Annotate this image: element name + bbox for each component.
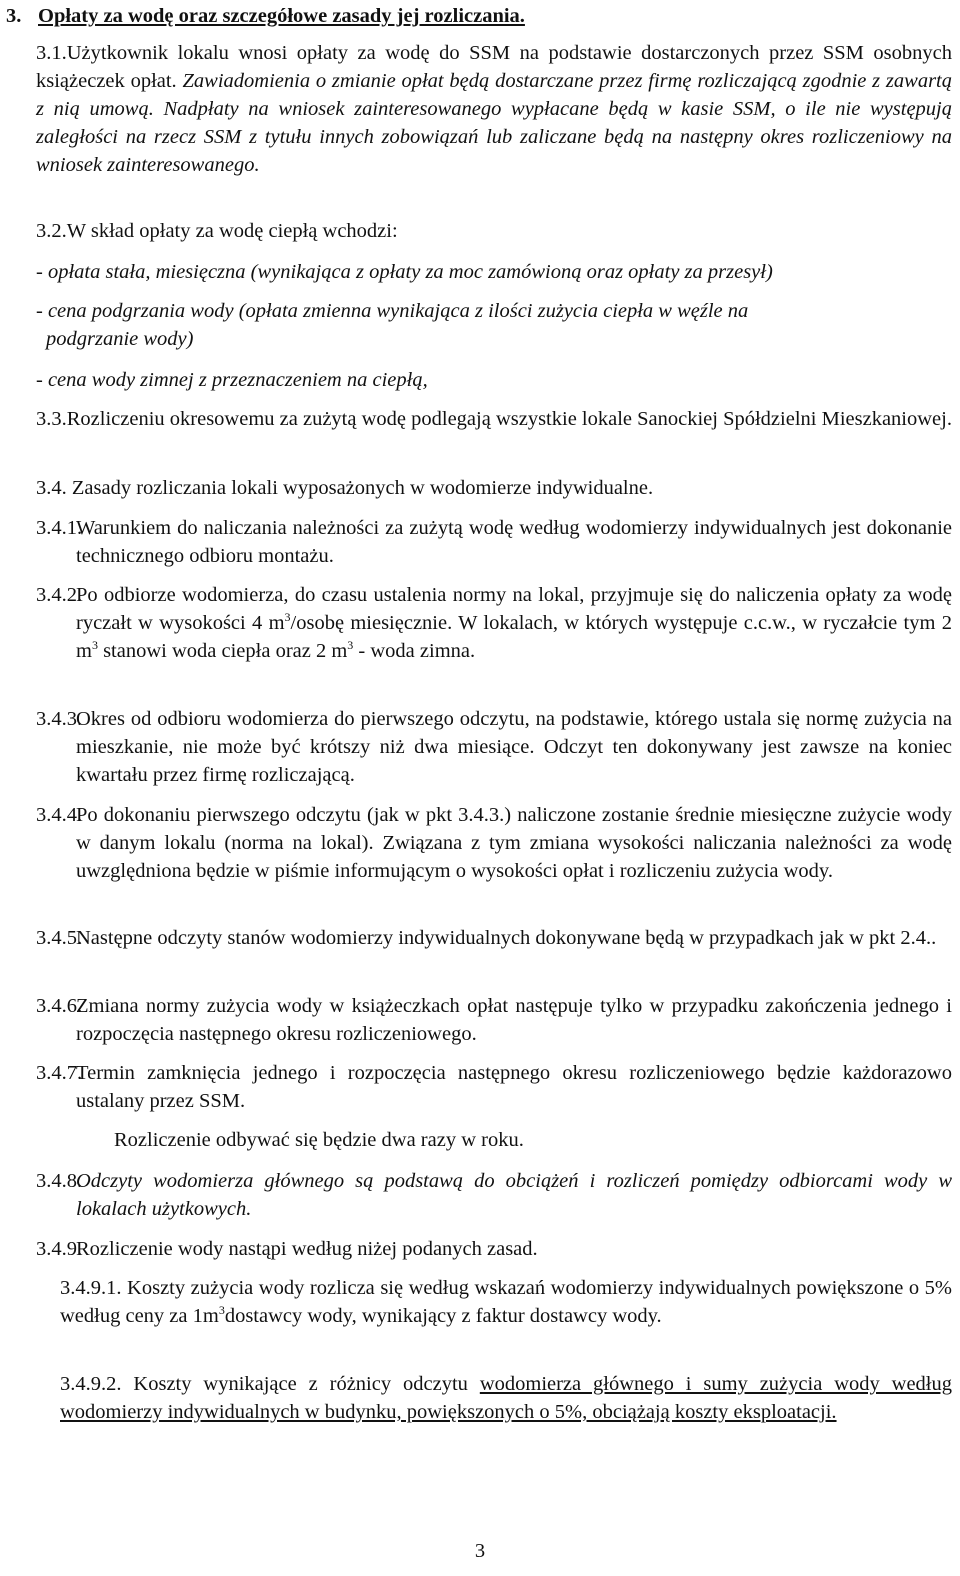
text-part: dostawcy wody, wynikający z faktur dostawcy wody. (224, 1305, 662, 1327)
heading-number: 3. (6, 5, 22, 27)
text-part: Koszty zużycia wody rozlicza się według wskazań wodomierzy indywidualnych powiększone o 5% według ceny za 1m (60, 1277, 952, 1327)
text-part: /osobę miesięcznie. W lokalach, w których występuje c.c.w., w ryczałcie tym 2 m (76, 612, 952, 662)
page-number: 3 (474, 1540, 486, 1562)
paragraph-number: 3.4.9.2. (60, 1373, 122, 1395)
text-part: Koszty wynikające z różnicy odczytu (133, 1373, 480, 1395)
paragraph-number: 3.4.7. (36, 1062, 83, 1084)
section-heading (6, 2, 525, 30)
paragraph-text: Użytkownik lokalu wnosi opłaty za wodę do SSM na podstawie dostarczonych przez SSM osobnych książeczek opłat. (36, 42, 952, 92)
paragraph-3-4-7 (36, 1059, 952, 1115)
paragraph-3-4-3 (36, 705, 952, 789)
paragraph-3-4-6 (36, 992, 952, 1048)
text-part: stanowi woda ciepła oraz 2 m (97, 640, 348, 662)
paragraph-text: Odczyty wodomierza głównego są podstawą do obciążeń i rozliczeń pomiędzy odbiorcami wody w lokalach użytkowych. (76, 1170, 952, 1220)
paragraph-number: 3.4.1. (36, 517, 83, 539)
bullet-item: - opłata stała, miesięczna (wynikająca z opłaty za moc zamówioną oraz opłaty za przesył) (36, 261, 773, 283)
paragraph-text: Okres od odbioru wodomierza do pierwszego odczytu, na podstawie, którego ustala się normę zużycia na mieszkanie, nie może być krótszy niż dwa miesiące. Odczyt ten dokonywany jest zawsze na koniec kwartału przez firmę rozliczającą. (76, 708, 952, 786)
paragraph-number: 3.2. (36, 220, 67, 242)
text-part: - woda zimna. (353, 640, 476, 662)
paragraph-3-4-2 (36, 581, 952, 665)
paragraph-3-4-9 (36, 1235, 952, 1263)
paragraph-3-4-9-2 (60, 1370, 952, 1426)
paragraph-3-4-8 (36, 1167, 952, 1223)
superscript: 3 (284, 610, 291, 625)
bullet-item-continuation: podgrzanie wody) (46, 328, 194, 350)
paragraph-number: 3.4.8. (36, 1170, 83, 1192)
paragraph-3-4-4 (36, 801, 952, 885)
paragraph-text: Rozliczenie wody nastąpi według niżej podanych zasad. (76, 1238, 538, 1260)
paragraph-text: Termin zamknięcia jednego i rozpoczęcia następnego okresu rozliczeniowego będzie każdorazowo ustalany przez SSM. (76, 1062, 952, 1112)
paragraph-text: Zmiana normy zużycia wody w książeczkach opłat następuje tylko w przypadku zakończenia jednego i rozpoczęcia następnego okresu rozliczeniowego. (76, 995, 952, 1045)
paragraph-3-1 (36, 39, 952, 179)
heading-title: Opłaty za wodę oraz szczegółowe zasady jej rozliczania. (38, 5, 525, 27)
paragraph-number: 3.3. (36, 408, 67, 430)
text-part: Po odbiorze wodomierza, do czasu ustalenia normy na lokal, przyjmuje się do naliczenia opłaty za wodę ryczałt w wysokości 4 m (76, 584, 952, 634)
superscript: 3 (347, 638, 354, 653)
paragraph-number: 3.4.5. (36, 927, 83, 949)
bullet-item: - cena podgrzania wody (opłata zmienna wynikająca z ilości zużycia ciepła w węźle na (36, 300, 749, 322)
paragraph-text: Zasady rozliczania lokali wyposażonych w wodomierze indywidualne. (71, 477, 654, 499)
paragraph-text: W skład opłaty za wodę ciepłą wchodzi: (66, 220, 398, 242)
paragraph-3-3 (36, 405, 952, 433)
superscript: 3 (91, 638, 98, 653)
paragraph-number: 3.4.4. (36, 804, 83, 826)
paragraph-number: 3.4.9. (36, 1238, 83, 1260)
paragraph-text: Po dokonaniu pierwszego odczytu (jak w pkt 3.4.3.) naliczone zostanie średnie miesięczne zużycie wody w danym lokalu (norma na lokal). Związana z tym zmiana wysokości naliczania należności za wodę uwzględniona będzie w piśmie informującym o wysokości opłat i rozliczeniu zużycia wody. (76, 804, 952, 882)
superscript: 3 (218, 1303, 225, 1318)
paragraph-number: 3.4.6. (36, 995, 83, 1017)
paragraph-number: 3.4.9.1. (60, 1277, 122, 1299)
paragraph-number: 3.1. (36, 42, 67, 64)
paragraph-3-4-1 (36, 514, 952, 570)
paragraph-note: Rozliczenie odbywać się będzie dwa razy w roku. (114, 1129, 524, 1151)
paragraph-3-4-9-1 (60, 1274, 952, 1330)
paragraph-3-4 (36, 474, 952, 502)
paragraph-number: 3.4.3. (36, 708, 83, 730)
paragraph-text: Rozliczeniu okresowemu za zużytą wodę podlegają wszystkie lokale Sanockiej Spółdzielni Mieszkaniowej. (66, 408, 952, 430)
paragraph-text: Następne odczyty stanów wodomierzy indywidualnych dokonywane będą w przypadkach jak w pkt 2.4.. (76, 927, 937, 949)
paragraph-text: Warunkiem do naliczania należności za zużytą wodę według wodomierzy indywidualnych jest dokonanie technicznego odbioru montażu. (76, 517, 952, 567)
paragraph-3-2 (36, 217, 952, 245)
bullet-item: - cena wody zimnej z przeznaczeniem na ciepłą, (36, 369, 428, 391)
underlined-text: wodomierza głównego i sumy zużycia wody według wodomierzy indywidualnych w budynku, powiększonych o 5%, obciążają koszty eksploatacji. (60, 1373, 953, 1423)
paragraph-text-italic: Zawiadomienia o zmianie opłat będą dostarczane przez firmę rozliczającą zgodnie z zawartą z nią umową. Nadpłaty na wniosek zainteresowanego wypłacane będą w kasie SSM, o ile nie występują zaległości na rzecz SSM z tytułu innych zobowiązań lub zaliczane będą na następny okres rozliczeniowy na wniosek zainteresowanego. (36, 70, 953, 176)
paragraph-number: 3.4. (36, 477, 67, 499)
paragraph-text (36, 581, 952, 665)
paragraph-number: 3.4.2. (36, 584, 83, 606)
paragraph-3-4-5 (36, 924, 952, 952)
